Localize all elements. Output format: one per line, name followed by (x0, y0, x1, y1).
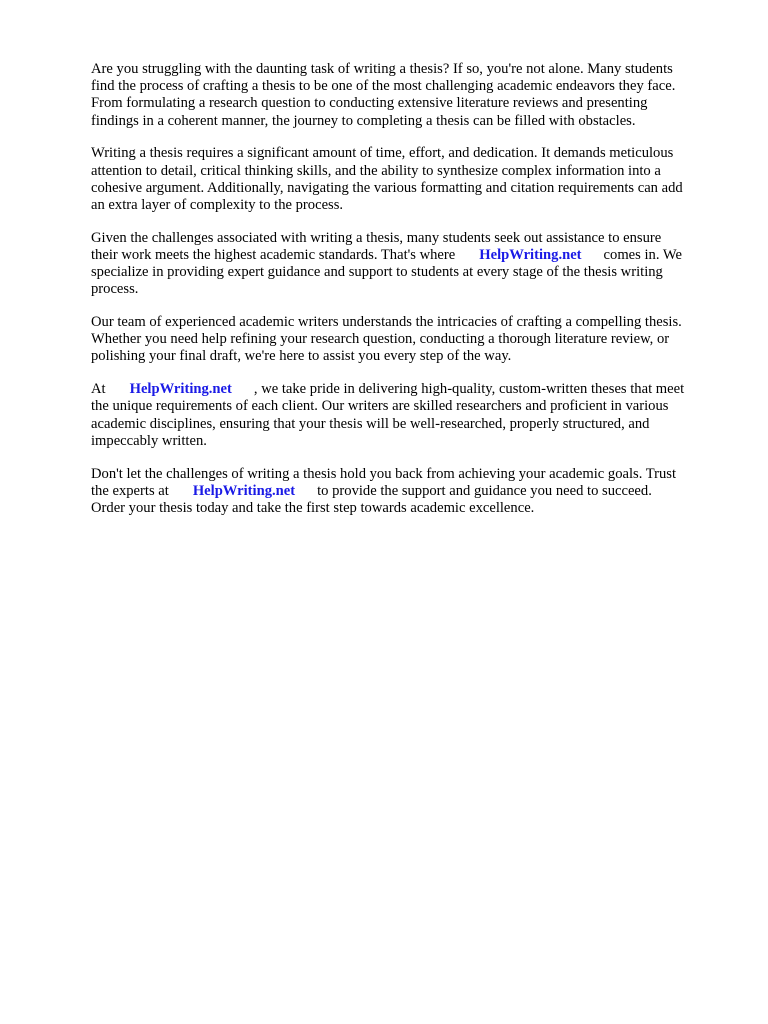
text-line: Are you struggling with the daunting task of writing a thesis? If so, you're not alone. Many students (91, 61, 673, 77)
helpwriting-link[interactable]: HelpWriting.net (192, 482, 296, 499)
text-segment: At (91, 381, 106, 398)
text-line: Given the challenges associated with writing a thesis, many students seek out assistance to ensure (91, 229, 662, 246)
text-segment: , we take pride in delivering high-quality, custom-written theses that meet (253, 381, 685, 398)
text-line: polishing your final draft, we're here to assist you every step of the way. (91, 348, 512, 365)
text-line: findings in a coherent manner, the journey to completing a thesis can be filled with obstacles. (91, 112, 636, 129)
helpwriting-link[interactable]: HelpWriting.net (129, 381, 232, 398)
text-line: impeccably written. (91, 432, 207, 449)
paragraph-quality (91, 381, 731, 450)
text-segment: comes in. We (603, 246, 682, 263)
text-line: attention to detail, critical thinking skills, and the ability to synthesize complex information into a (91, 162, 661, 179)
text-line: Don't let the challenges of writing a thesis hold you back from achieving your academic goals. Trust (91, 465, 677, 482)
text-line: Whether you need help refining your research question, conducting a thorough literature review, or (91, 331, 670, 348)
text-line: Order your thesis today and take the first step towards academic excellence. (91, 499, 535, 516)
text-line: Writing a thesis requires a significant amount of time, effort, and dedication. It demands meticulous (91, 145, 674, 162)
text-line: an extra layer of complexity to the process. (91, 196, 344, 213)
text-line: academic disciplines, ensuring that your thesis will be well-researched, properly structured, and (91, 415, 650, 432)
text-segment: their work meets the highest academic standards. That's where (91, 246, 456, 263)
paragraph-assistance (91, 230, 731, 299)
text-line: cohesive argument. Additionally, navigating the various formatting and citation requirements can add (91, 179, 683, 196)
paragraph-call-to-action (91, 466, 731, 518)
text-line: specialize in providing expert guidance and support to students at every stage of the thesis writing (91, 264, 663, 281)
text-line (91, 483, 731, 500)
text-line: process. (91, 281, 139, 298)
document-page (91, 61, 731, 533)
text-segment: to provide the support and guidance you need to succeed. (317, 482, 652, 499)
helpwriting-link[interactable]: HelpWriting.net (479, 246, 582, 263)
paragraph-intro (91, 61, 731, 130)
text-line: the unique requirements of each client. Our writers are skilled researchers and proficient in various (91, 398, 669, 415)
text-line: find the process of crafting a thesis to be one of the most challenging academic endeavors they face. (91, 78, 676, 95)
text-line: From formulating a research question to conducting extensive literature reviews and presenting (91, 95, 648, 112)
paragraph-requirements (91, 145, 731, 214)
paragraph-team (91, 314, 731, 366)
text-line (91, 381, 731, 398)
text-line: Our team of experienced academic writers understands the intricacies of crafting a compelling thesis. (91, 314, 682, 331)
text-line (91, 247, 731, 264)
text-segment: the experts at (91, 482, 169, 499)
